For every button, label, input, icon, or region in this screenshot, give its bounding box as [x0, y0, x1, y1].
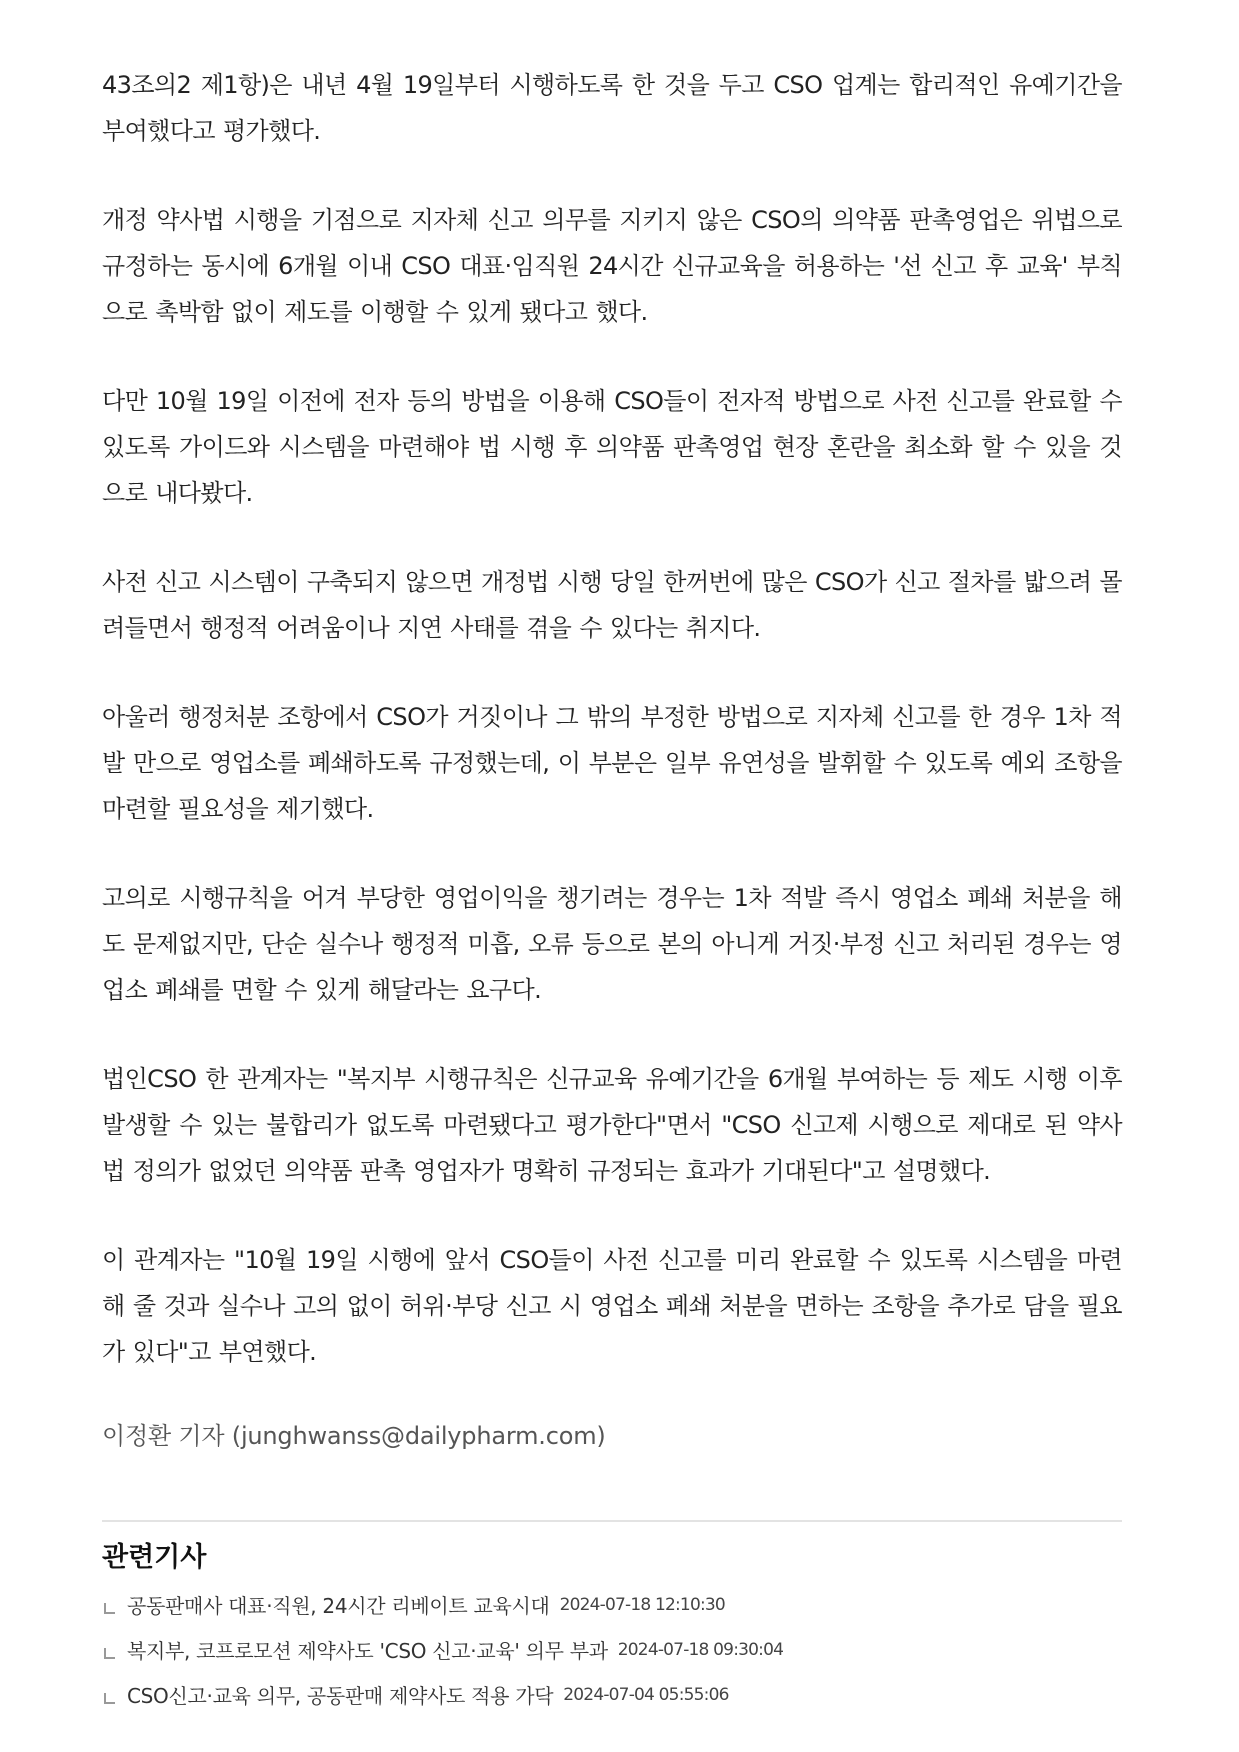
corner-bullet-icon — [104, 1693, 115, 1704]
section-divider — [102, 1520, 1122, 1522]
article-paragraph-8: 이 관계자는 "10월 19일 시행에 앞서 CSO들이 사전 신고를 미리 완료할 수 있도록 시스템을 마련해 줄 것과 실수나 고의 없이 허위·부당 신고 시 영업소 폐쇄 처분을 면하는 조항을 추가로 담을 필요가 있다"고 부연했다. — [102, 1246, 1122, 1366]
article-body — [102, 62, 1122, 1456]
related-article-item — [102, 1672, 1122, 1717]
article-paragraph-5: 아울러 행정처분 조항에서 CSO가 거짓이나 그 밖의 부정한 방법으로 지자체 신고를 한 경우 1차 적발 만으로 영업소를 폐쇄하도록 규정했는데, 이 부분은 일부 유연성을 발휘할 수 있도록 예외 조항을 마련할 필요성을 제기했다. — [102, 703, 1122, 823]
related-article-link[interactable]: 공동판매사 대표·직원, 24시간 리베이트 교육시대 — [127, 1594, 550, 1618]
related-article-link[interactable]: 복지부, 코프로모션 제약사도 'CSO 신고·교육' 의무 부과 — [127, 1639, 608, 1663]
related-article-item — [102, 1627, 1122, 1672]
related-articles-heading: 관련기사 — [102, 1542, 207, 1573]
related-articles-list — [102, 1582, 1122, 1717]
article-paragraph-6: 고의로 시행규칙을 어겨 부당한 영업이익을 챙기려는 경우는 1차 적발 즉시 영업소 폐쇄 처분을 해도 문제없지만, 단순 실수나 행정적 미흡, 오류 등으로 본의 아니게 거짓·부정 신고 처리된 경우는 영업소 폐쇄를 면할 수 있게 해달라는 요구다. — [102, 884, 1122, 1004]
related-article-date: 2024-07-18 09:30:04 — [617, 1639, 784, 1660]
corner-bullet-icon — [104, 1603, 115, 1614]
related-article-date: 2024-07-04 05:55:06 — [563, 1684, 729, 1705]
article-paragraph-7: 법인CSO 한 관계자는 "복지부 시행규칙은 신규교육 유예기간을 6개월 부여하는 등 제도 시행 이후 발생할 수 있는 불합리가 없도록 마련됐다고 평가한다"면서 "CSO 신고제 시행으로 제대로 된 약사법 정의가 없었던 의약품 판촉 영업자가 명확히 규정되는 효과가 기대된다"고 설명했다. — [102, 1065, 1122, 1185]
related-article-item — [102, 1582, 1122, 1627]
article-paragraph-2: 개정 약사법 시행을 기점으로 지자체 신고 의무를 지키지 않은 CSO의 의약품 판촉영업은 위법으로 규정하는 동시에 6개월 이내 CSO 대표·임직원 24시간 신규교육을 허용하는 '선 신고 후 교육' 부칙으로 촉박함 없이 제도를 이행할 수 있게 됐다고 했다. — [102, 206, 1122, 326]
article-paragraph-4: 사전 신고 시스템이 구축되지 않으면 개정법 시행 당일 한꺼번에 많은 CSO가 신고 절차를 밟으려 몰려들면서 행정적 어려움이나 지연 사태를 겪을 수 있다는 취지다. — [102, 568, 1122, 642]
article-paragraph-1: 43조의2 제1항)은 내년 4월 19일부터 시행하도록 한 것을 두고 CSO 업계는 합리적인 유예기간을 부여했다고 평가했다. — [102, 71, 1122, 145]
related-articles — [102, 1538, 1122, 1717]
related-article-link[interactable]: CSO신고·교육 의무, 공동판매 제약사도 적용 가닥 — [127, 1684, 554, 1708]
article-paragraph-3: 다만 10월 19일 이전에 전자 등의 방법을 이용해 CSO들이 전자적 방법으로 사전 신고를 완료할 수 있도록 가이드와 시스템을 마련해야 법 시행 후 의약품 판촉영업 현장 혼란을 최소화 할 수 있을 것으로 내다봤다. — [102, 387, 1122, 507]
related-article-date: 2024-07-18 12:10:30 — [559, 1594, 725, 1615]
reporter-byline: 이정환 기자 (junghwanss@dailypharm.com) — [102, 1422, 606, 1450]
corner-bullet-icon — [104, 1648, 115, 1659]
